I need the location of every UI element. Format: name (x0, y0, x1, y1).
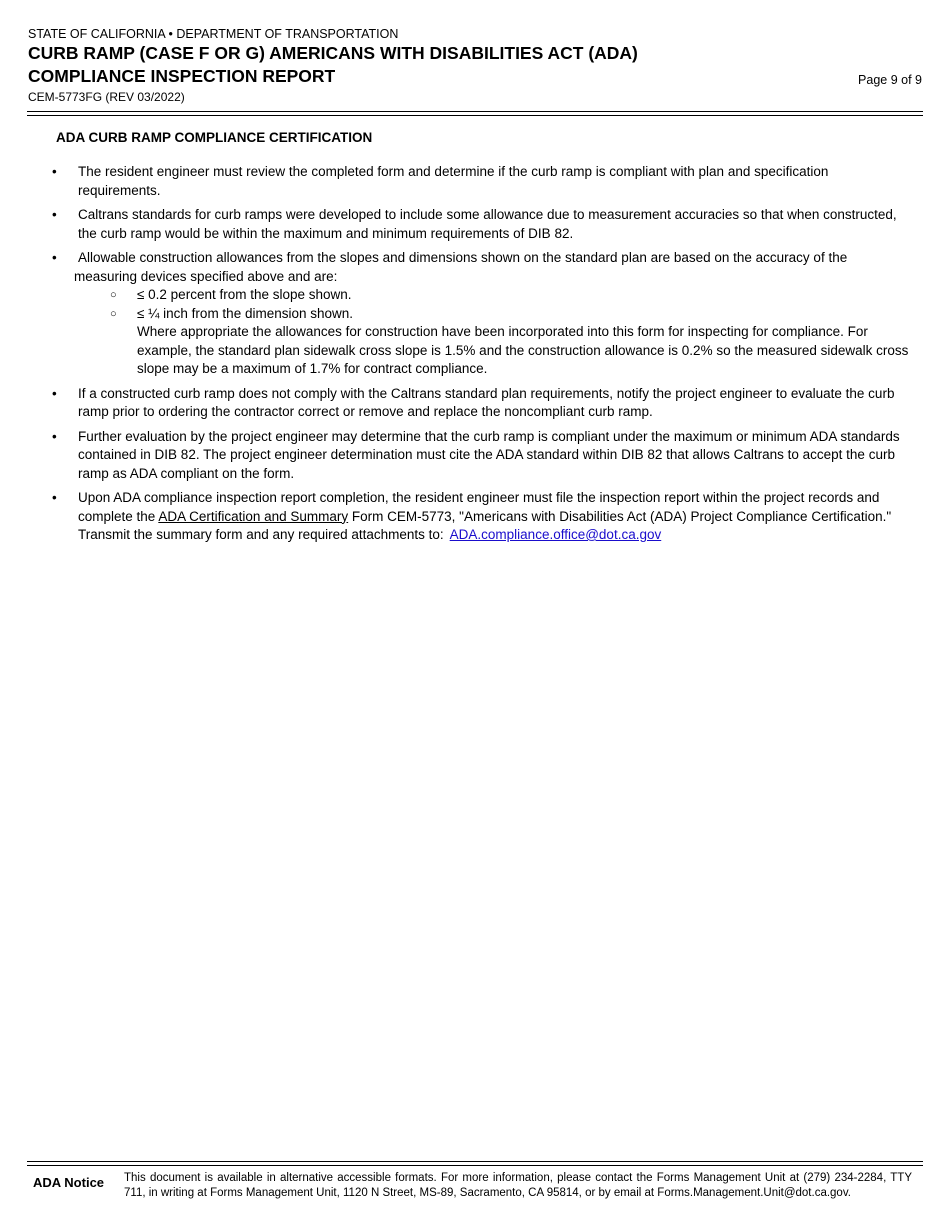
form-title-line-2: COMPLIANCE INSPECTION REPORT (28, 66, 336, 86)
sub-list-item-text: ≤ 0.2 percent from the slope shown. (137, 287, 352, 302)
list-item-text: Caltrans standards for curb ramps were developed to include some allowance due to measurement accuracies so that when constructed, the curb ramp would be within the maximum and minimum requirements of DIB 82. (78, 207, 897, 241)
list-item-text-before: Upon ADA compliance inspection report completion, the resident engineer must file the inspection report within the project records and complete the (78, 490, 880, 524)
ada-notice-label: ADA Notice (33, 1175, 105, 1190)
section-title: ADA CURB RAMP COMPLIANCE CERTIFICATION (56, 130, 373, 145)
bullet-marker: • (52, 207, 57, 222)
ada-notice-text: This document is available in alternative accessible formats. For more information, please contact the Forms Management Unit at (279) 234-2284, TTY 711, in writing at Forms Management Unit, 1120 N Street, MS-89, Sacramento, CA 95814, or by email at Forms.Management.Unit@dot.ca.gov. (124, 1172, 912, 1199)
list-item (52, 163, 912, 200)
footer-divider-second (27, 1165, 923, 1166)
sub-list-item-text: ≤ ¼ inch from the dimension shown. (137, 305, 354, 321)
list-item-text: Further evaluation by the project engineer may determine that the curb ramp is compliant under the maximum or minimum ADA standards contained in DIB 82. The project engineer determination must cite the ADA standard within DIB 82 that allows Caltrans to accept the curb ramp as ADA compliant on the form. (78, 428, 900, 481)
list-item (52, 385, 912, 422)
list-item-text: If a constructed curb ramp does not comply with the Caltrans standard plan requirements, notify the project engineer to evaluate the curb ramp prior to ordering the contractor correct or remove and replace the noncompliant curb ramp. (78, 385, 895, 419)
header-divider-second (27, 115, 923, 116)
header-divider (27, 111, 923, 112)
list-item (52, 428, 912, 484)
certification-list (52, 163, 912, 551)
bullet-marker: • (52, 164, 57, 179)
bullet-marker: • (52, 490, 57, 505)
form-number: CEM-5773FG (REV 03/2022) (28, 90, 185, 104)
agency-line: STATE OF CALIFORNIA • DEPARTMENT OF TRANSPORTATION (28, 27, 399, 41)
bullet-marker: • (52, 385, 57, 401)
bullet-marker: • (52, 250, 57, 265)
list-item-text: Allowable construction allowances from the slopes and dimensions shown on the standard plan are based on the accuracy of the measuring devices specified above and are: (74, 250, 848, 284)
list-item (52, 249, 912, 286)
sub-bullet-marker: ○ (110, 289, 117, 301)
sub-list-item (52, 286, 912, 305)
form-title-line-1: CURB RAMP (CASE F OR G) AMERICANS WITH DISABILITIES ACT (ADA) (28, 43, 638, 63)
certification-summary-reference: ADA Certification and Summary (158, 508, 349, 524)
bullet-marker: • (52, 428, 57, 444)
sub-list-item (52, 305, 912, 324)
page-number: Page 9 of 9 (858, 73, 922, 87)
list-item (52, 206, 912, 243)
list-item-text: The resident engineer must review the completed form and determine if the curb ramp is compliant with plan and specification requirements. (78, 164, 829, 198)
compliance-email-link[interactable]: ADA.compliance.office@dot.ca.gov (449, 527, 662, 542)
document-header (28, 27, 922, 104)
allowance-note: Where appropriate the allowances for construction have been incorporated into this form for inspecting for compliance. For example, the standard plan sidewalk cross slope is 1.5% and the construction allowance is 0.2% so the measured sidewalk cross slope may be a maximum of 1.7% for contract compliance. (137, 324, 909, 376)
footer-divider (27, 1161, 923, 1162)
sub-bullet-marker: ○ (110, 307, 117, 320)
list-item (52, 489, 912, 545)
list-item-text-after: Form CEM-5773, "Americans with Disabilities Act (ADA) Project Compliance Certification." Transmit the summary form and any required attachments to: (78, 508, 892, 542)
